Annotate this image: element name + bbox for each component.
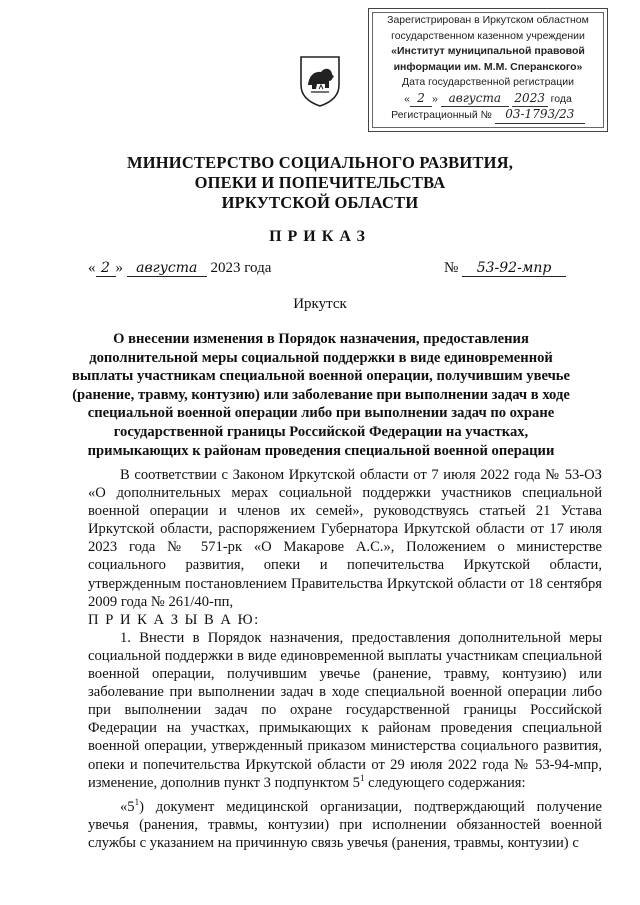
stamp-date-line: « 2 » августа 2023 года — [375, 91, 601, 108]
organization-line-2: ОПЕКИ И ПОПЕЧИТЕЛЬСТВА — [194, 173, 446, 192]
quote-open: «5 — [120, 798, 135, 815]
preamble-paragraph: В соответствии с Законом Иркутской области от 7 июля 2022 года № 53-ОЗ «О дополнительных мерах социальной поддержки участников специальной военной операции и членов их семей», руководствуясь статьей 21 Устава Иркутской области, распоряжением Губернатора Иркутской области от 17 июля 2023 года № 571-рк «О Макарове А.С.», Положением о министерстве социального развития, опеки и попечительства Иркутской области, утвержденным постановлением Правительства Иркутской области от 18 сентября 2009 года № 261/40-пп, — [88, 467, 602, 610]
order-number-label: № — [444, 260, 459, 276]
order-title: О внесении изменения в Порядок назначения, предоставления дополнительной меры социальной поддержки в виде единовременной выплаты участникам специальной военной операции, получившим увечье (ранение, травму, контузию) или заболевание при выполнении задач в ходе специальной военной операции либо при выполнении задач по охране государственной границы Российской Федерации на участках, примыкающих к районам проведения специальной военной операции — [71, 331, 571, 459]
order-number-value: 53-92-мпр — [462, 260, 566, 277]
stamp-date-month: августа — [441, 91, 509, 108]
stamp-line-3: «Институт муниципальной правовой — [391, 45, 585, 57]
order-date-month: августа — [127, 260, 207, 277]
coat-of-arms-icon — [299, 55, 341, 107]
order-word: П Р И К А З Ы В А Ю: — [88, 611, 260, 628]
registration-stamp — [368, 8, 608, 132]
quote-paragraph — [88, 798, 602, 852]
organization-line-3: ИРКУТСКОЙ ОБЛАСТИ — [221, 193, 419, 212]
order-body — [88, 466, 602, 852]
quote-text: ) документ медицинской организации, подтверждающий получение увечья (ранения, травмы, контузии) при исполнении обязанностей военной службы с указанием на причинную связь увечья (ранения, травмы, контузии) с — [88, 798, 602, 851]
item-1-tail: следующего содержания: — [364, 774, 526, 791]
organization-name — [60, 153, 580, 213]
item-1-superscript: 1 — [359, 772, 365, 783]
stamp-line-2: государственном казенном учреждении — [391, 29, 585, 42]
item-1-paragraph — [88, 629, 602, 792]
item-1-text: 1. Внести в Порядок назначения, предоставления дополнительной меры социальной поддержки в виде единовременной выплаты участникам специальной военной операции, получившим увечье (ранение, травму, контузию) или заболевание при выполнении задач в ходе специальной военной операции либо при выполнении задач по охране государственной границы Российской Федерации на участках, примыкающих к районам проведения специальной военной операции, утвержденный приказом министерства социального развития, опеки и попечительства Иркутской области от 29 июля 2022 года № 53-94-мпр, изменение, дополнив пункт 3 подпунктом 5 — [88, 629, 602, 791]
stamp-line-5: Дата государственной регистрации — [402, 76, 574, 88]
stamp-reg-label: Регистрационный № — [391, 109, 492, 121]
order-date-day: 2 — [96, 260, 116, 277]
stamp-date-suffix: года — [550, 92, 572, 105]
stamp-line-1: Зарегистрирован в Иркутском областном — [387, 14, 589, 26]
quote-superscript: 1 — [134, 796, 140, 807]
document-type: ПРИКАЗ — [269, 228, 371, 245]
order-date-year: 2023 года — [210, 260, 272, 276]
order-number — [444, 260, 566, 277]
stamp-line-4: информации им. М.М. Сперанского» — [393, 60, 583, 73]
stamp-date-day: 2 — [410, 91, 432, 108]
organization-line-1: МИНИСТЕРСТВО СОЦИАЛЬНОГО РАЗВИТИЯ, — [126, 153, 514, 172]
city-name: Иркутск — [293, 296, 347, 312]
stamp-reg-number: 03-1793/23 — [495, 107, 585, 124]
order-date: « 2 » августа 2023 года — [88, 260, 272, 276]
stamp-date-year: 2023 — [512, 91, 548, 108]
stamp-reg-line — [375, 107, 601, 124]
